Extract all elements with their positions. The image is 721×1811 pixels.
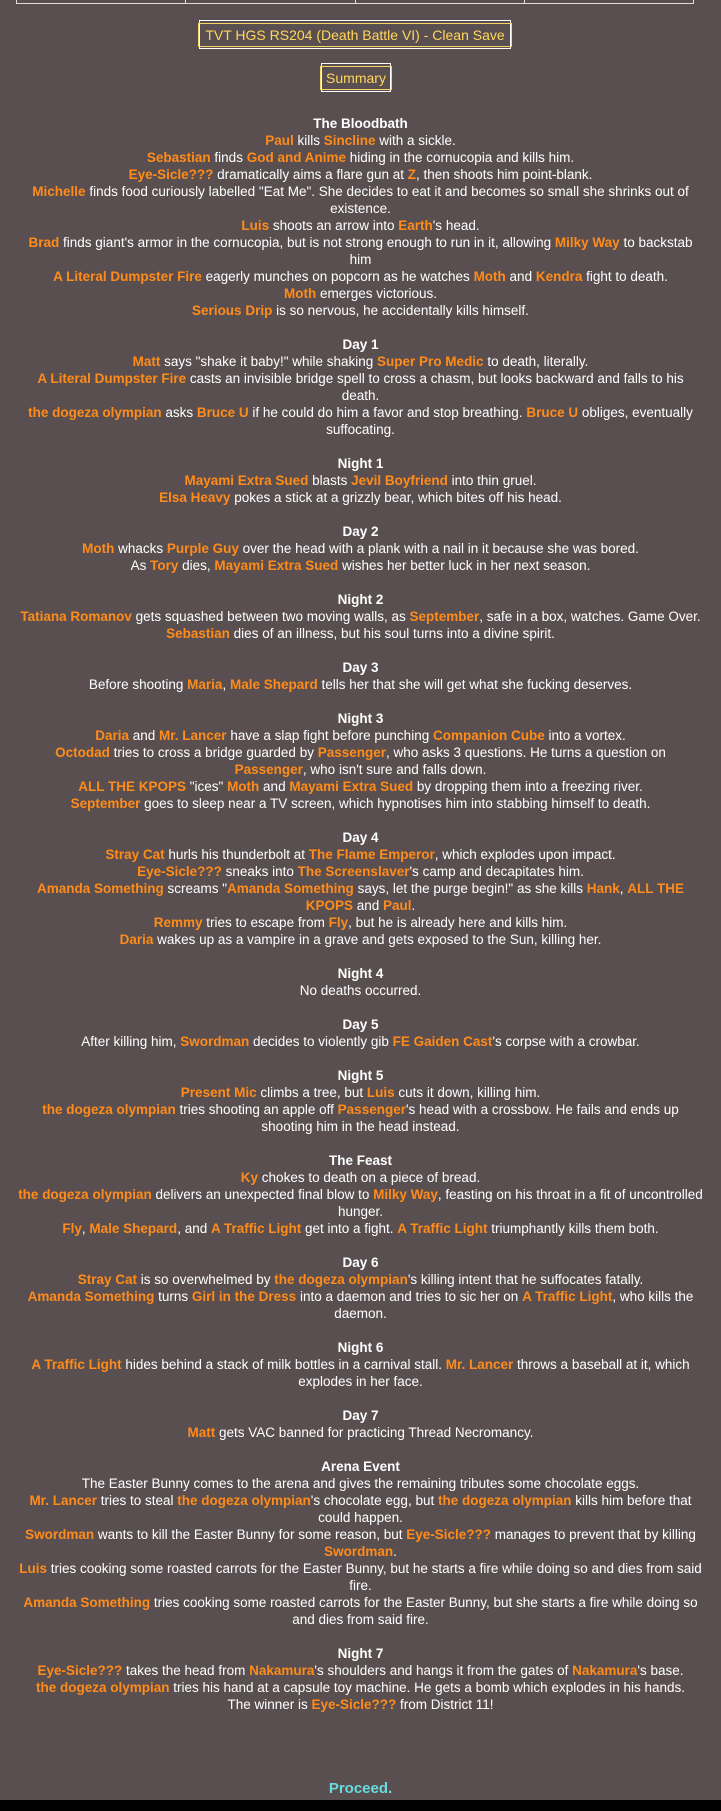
tribute-name: Mayami Extra Sued (184, 473, 309, 488)
tribute-name: the dogeza olympian (177, 1493, 311, 1508)
event-text: have a slap fight before punching (226, 728, 433, 743)
event-text: No deaths occurred. (299, 983, 422, 998)
phase-section (18, 659, 703, 693)
tribute-name: Earth (398, 218, 433, 233)
tribute-name: ALL THE KPOPS (305, 881, 685, 913)
tribute-name: Mr. Lancer (29, 1493, 97, 1508)
event-text: , who kills the daemon. (334, 1289, 694, 1321)
tribute-name: A Traffic Light (397, 1221, 488, 1236)
event-line (18, 1271, 703, 1288)
tribute-name: Mr. Lancer (445, 1357, 514, 1372)
event-text: whacks (114, 541, 167, 556)
event-text: hurls his thunderbolt at (164, 847, 309, 862)
event-text: tries shooting an apple off (175, 1102, 338, 1117)
event-text: throws a baseball at it, which explodes in her face. (298, 1357, 690, 1389)
event-line (18, 1356, 703, 1390)
tribute-name: Eye-Sicle??? (128, 167, 214, 182)
event-text: casts an invisible bridge spell to cross a chasm, but looks backward and falls to his death. (186, 371, 684, 403)
event-text: Before shooting (88, 677, 188, 692)
event-text: manages to prevent that by killing (491, 1527, 696, 1542)
tribute-name: Swordman (25, 1527, 95, 1542)
event-text: finds food curiously labelled "Eat Me". She decides to eat it and becomes so small she shrinks out of existence. (85, 184, 689, 216)
tribute-name: A Traffic Light (210, 1221, 302, 1236)
tribute-name: Male Shepard (89, 1221, 178, 1236)
event-text: wants to kill the Easter Bunny for some reason, but (94, 1527, 407, 1542)
tribute-name: Luis (241, 218, 270, 233)
event-text: , who asks 3 questions. He turns a question on (386, 745, 666, 760)
event-text: , and (177, 1221, 211, 1236)
event-text: takes the head from (122, 1663, 250, 1678)
tribute-name: Brad (28, 235, 60, 250)
tribute-name: September (70, 796, 141, 811)
event-line (18, 132, 703, 149)
tribute-name: the dogeza olympian (35, 1680, 170, 1695)
event-text: and (352, 898, 383, 913)
tribute-name: Amanda Something (227, 881, 354, 896)
tribute-name: Mr. Lancer (159, 728, 227, 743)
event-text: to backstab him (349, 235, 693, 267)
event-text: goes to sleep near a TV screen, which hypnotises him into stabbing himself to death. (140, 796, 651, 811)
tribute-name: Matt (187, 1425, 216, 1440)
tribute-name: ALL THE KPOPS (78, 779, 186, 794)
phase-heading: The Bloodbath (313, 116, 408, 131)
event-text: decides to violently gib (249, 1034, 393, 1049)
tribute-name: Michelle (32, 184, 86, 199)
phase-heading: Night 4 (337, 966, 384, 981)
phase-section (18, 829, 703, 948)
event-text: finds giant's armor in the cornucopia, but is not strong enough to run in it, allowing (59, 235, 555, 250)
tribute-name: Matt (132, 354, 161, 369)
event-line (18, 404, 703, 438)
event-line (18, 217, 703, 234)
tribute-name: Remmy (153, 915, 203, 930)
tribute-name: Passenger (337, 1102, 406, 1117)
event-line (18, 370, 703, 404)
event-line (18, 914, 703, 931)
phase-heading: Night 5 (337, 1068, 384, 1083)
event-line (18, 1033, 703, 1050)
tribute-name: Maria (187, 677, 223, 692)
tribute-name: the dogeza olympian (437, 1493, 572, 1508)
event-line (18, 489, 703, 506)
tribute-name: Bruce U (526, 405, 579, 420)
tribute-name: Elsa Heavy (159, 490, 231, 505)
season-title-box (199, 20, 511, 49)
tribute-name: Amanda Something (36, 881, 164, 896)
event-text: . (411, 898, 416, 913)
event-line (18, 744, 703, 778)
phase-section (18, 710, 703, 812)
tribute-name: Eye-Sicle??? (406, 1527, 492, 1542)
phase-section (18, 336, 703, 438)
event-text: and (505, 269, 536, 284)
event-line (18, 1696, 703, 1713)
tribute-name: Fly (328, 915, 349, 930)
phase-heading: Arena Event (321, 1459, 400, 1474)
event-text: 's head with a crossbow. He fails and ends up shooting him in the head instead. (261, 1102, 679, 1134)
event-line (18, 795, 703, 812)
tribute-name: Eye-Sicle??? (37, 1663, 123, 1678)
phase-heading: Day 7 (342, 1408, 379, 1423)
event-text: gets VAC banned for practicing Thread Necromancy. (215, 1425, 534, 1440)
event-text: tells her that she will get what she fucking deserves. (317, 677, 633, 692)
tribute-name: Companion Cube (432, 728, 545, 743)
event-text: The Easter Bunny comes to the arena and gives the remaining tributes some chocolate eggs. (81, 1476, 640, 1491)
event-text: 's chocolate egg, but (310, 1493, 438, 1508)
event-line (18, 625, 703, 642)
tribute-name: Luis (366, 1085, 395, 1100)
phase-section (18, 523, 703, 574)
phase-heading: Day 2 (342, 524, 379, 539)
event-text: asks (161, 405, 197, 420)
event-text: into thin gruel. (447, 473, 537, 488)
tribute-name: Paul (265, 133, 294, 148)
event-text: over the head with a plank with a nail in it because she was bored. (238, 541, 639, 556)
tribute-name: Sebastian (166, 626, 230, 641)
phase-section (18, 1016, 703, 1050)
tribute-name: Stray Cat (105, 847, 165, 862)
event-text: dies of an illness, but his soul turns into a divine spirit. (229, 626, 555, 641)
tribute-name: Swordman (324, 1544, 394, 1559)
tribute-name: Mayami Extra Sued (214, 558, 339, 573)
event-text: if he could do him a favor and stop breathing. (248, 405, 527, 420)
phase-heading: Day 1 (342, 337, 379, 352)
phase-section (18, 1407, 703, 1441)
event-text: tries his hand at a capsule toy machine. He gets a bomb which explodes in his hands. (169, 1680, 686, 1695)
event-line (18, 676, 703, 693)
event-text: screams " (163, 881, 228, 896)
event-text: says, let the purge begin!" as she kills (353, 881, 587, 896)
event-line (18, 149, 703, 166)
event-text: with a sickle. (375, 133, 456, 148)
event-text: climbs a tree, but (256, 1085, 367, 1100)
event-text: , (222, 677, 230, 692)
event-text: and (259, 779, 290, 794)
tribute-name: the dogeza olympian (28, 405, 162, 420)
phase-heading: Night 1 (337, 456, 384, 471)
summary-log (18, 115, 703, 1730)
event-text: obliges, eventually suffocating. (326, 405, 693, 437)
event-text: emerges victorious. (316, 286, 438, 301)
event-text: chokes to death on a piece of bread. (258, 1170, 481, 1185)
phase-heading: Night 6 (337, 1340, 384, 1355)
phase-heading: Day 6 (342, 1255, 379, 1270)
summary-label: Summary (320, 66, 392, 90)
proceed-link[interactable]: Proceed. (328, 1780, 393, 1797)
event-text: says "shake it baby!" while shaking (160, 354, 378, 369)
phase-section (18, 1254, 703, 1322)
event-text: wakes up as a vampire in a grave and gets exposed to the Sun, killing her. (153, 932, 602, 947)
event-text: tries to escape from (202, 915, 329, 930)
event-text: from District 11! (396, 1697, 494, 1712)
event-text: "ices" (185, 779, 228, 794)
event-text: dies, (178, 558, 215, 573)
tribute-name: Milky Way (373, 1187, 438, 1202)
event-text: shoots an arrow into (269, 218, 399, 233)
phase-section (18, 1152, 703, 1237)
tribute-name: Male Shepard (229, 677, 318, 692)
event-text: , but he is already here and kills him. (348, 915, 568, 930)
event-text: fight to death. (582, 269, 668, 284)
tribute-name: Milky Way (554, 235, 620, 250)
tribute-name: Daria (95, 728, 129, 743)
tribute-name: Super Pro Medic (377, 354, 484, 369)
tribute-name: September (409, 609, 480, 624)
event-text: , (81, 1221, 90, 1236)
event-line (18, 880, 703, 914)
event-text: tries to cross a bridge guarded by (109, 745, 318, 760)
event-text: , who isn't sure and falls down. (302, 762, 487, 777)
tribute-name: A Literal Dumpster Fire (53, 269, 202, 284)
event-line (18, 778, 703, 795)
event-text: kills (293, 133, 324, 148)
event-line (18, 1526, 703, 1560)
tribute-name: Amanda Something (23, 1595, 151, 1610)
event-line (18, 863, 703, 880)
event-line (18, 1492, 703, 1526)
event-text: and (129, 728, 160, 743)
tribute-name: Moth (283, 286, 317, 301)
tribute-name: Moth (473, 269, 506, 284)
event-text: finds (210, 150, 247, 165)
phase-heading: Day 3 (342, 660, 379, 675)
tribute-name: Eye-Sicle??? (137, 864, 222, 879)
event-text: by dropping them into a freezing river. (413, 779, 643, 794)
tribute-name: The Flame Emperor (308, 847, 435, 862)
tribute-name: Moth (227, 779, 260, 794)
phase-section (18, 591, 703, 642)
event-text: kills him before that could happen. (318, 1493, 692, 1525)
event-text: , then shoots him point-blank. (416, 167, 593, 182)
tribute-name: Ky (240, 1170, 259, 1185)
bottom-bar (0, 1800, 721, 1811)
tribute-name: Amanda Something (27, 1289, 155, 1304)
tribute-name: God and Anime (246, 150, 346, 165)
tribute-name: the dogeza olympian (18, 1187, 152, 1202)
phase-section (18, 965, 703, 999)
event-line (18, 1186, 703, 1220)
event-line (18, 608, 703, 625)
event-text: , (619, 881, 628, 896)
event-text: 's base. (637, 1663, 684, 1678)
tribute-name: Tory (150, 558, 179, 573)
tribute-name: Luis (19, 1561, 47, 1576)
event-text: tries cooking some roasted carrots for the Easter Bunny, but she starts a fire while doing so and dies from said fire. (150, 1595, 698, 1627)
event-line (18, 1662, 703, 1679)
tribute-name: Serious Drip (192, 303, 273, 318)
event-text: pokes a stick at a grizzly bear, which bites off his head. (230, 490, 562, 505)
event-text: is so overwhelmed by (136, 1272, 275, 1287)
tribute-name: A Traffic Light (31, 1357, 122, 1372)
event-line (18, 1594, 703, 1628)
event-text: gets squashed between two moving walls, as (131, 609, 410, 624)
tribute-name: Hank (586, 881, 620, 896)
event-text: 's killing intent that he suffocates fatally. (407, 1272, 644, 1287)
phase-section (18, 455, 703, 506)
event-text: to death, literally. (483, 354, 589, 369)
tribute-name: Sebastian (146, 150, 211, 165)
event-text: into a vortex. (544, 728, 626, 743)
event-text: 's corpse with a crowbar. (492, 1034, 640, 1049)
event-line (18, 1560, 703, 1594)
phase-section (18, 1645, 703, 1713)
tribute-name: Mayami Extra Sued (289, 779, 414, 794)
event-text: into a daemon and tries to sic her on (296, 1289, 523, 1304)
event-line (18, 1101, 703, 1135)
phase-section (18, 1339, 703, 1390)
event-line (18, 1220, 703, 1237)
season-title: TVT HGS RS204 (Death Battle VI) - Clean Save (198, 23, 511, 47)
phase-heading: Day 5 (342, 1017, 379, 1032)
event-line (18, 1679, 703, 1696)
event-line (18, 540, 703, 557)
tribute-name: Purple Guy (166, 541, 239, 556)
event-text: , which explodes upon impact. (434, 847, 616, 862)
event-text: cuts it down, killing him. (394, 1085, 541, 1100)
tribute-name: Jevil Boyfriend (351, 473, 448, 488)
event-text: eagerly munches on popcorn as he watches (201, 269, 474, 284)
event-text: sneaks into (221, 864, 298, 879)
event-text: The winner is (227, 1697, 312, 1712)
event-line (18, 302, 703, 319)
summary-button[interactable] (321, 63, 391, 92)
tribute-name: Nakamura (572, 1663, 638, 1678)
tribute-name: Daria (119, 932, 154, 947)
event-text: is so nervous, he accidentally kills himself. (272, 303, 529, 318)
phase-heading: Night 3 (337, 711, 384, 726)
tribute-name: Bruce U (196, 405, 249, 420)
tribute-name: Passenger (317, 745, 386, 760)
event-line (18, 727, 703, 744)
event-text: blasts (308, 473, 352, 488)
event-line (18, 1288, 703, 1322)
tribute-name: Girl in the Dress (191, 1289, 297, 1304)
event-text: hides behind a stack of milk bottles in a carnival stall. (121, 1357, 446, 1372)
phase-heading: Night 7 (337, 1646, 384, 1661)
event-text: hiding in the cornucopia and kills him. (345, 150, 575, 165)
event-text: dramatically aims a flare gun at (213, 167, 408, 182)
event-line (18, 166, 703, 183)
event-line (18, 1169, 703, 1186)
event-text: turns (154, 1289, 192, 1304)
tribute-name: Moth (82, 541, 115, 556)
event-text: tries cooking some roasted carrots for the Easter Bunny, but he starts a fire while doing so and dies from said fire. (46, 1561, 702, 1593)
tribute-name: Passenger (234, 762, 303, 777)
event-text: After killing him, (81, 1034, 181, 1049)
event-text: delivers an unexpected final blow to (151, 1187, 374, 1202)
tribute-name: FE Gaiden Cast (392, 1034, 493, 1049)
event-line (18, 268, 703, 285)
tribute-name: Paul (383, 898, 412, 913)
tribute-name: Fly (62, 1221, 82, 1236)
phase-section (18, 1458, 703, 1628)
event-text: . (393, 1544, 397, 1559)
tribute-name: Nakamura (249, 1663, 315, 1678)
tribute-name: Eye-Sicle??? (311, 1697, 397, 1712)
event-text: tries to steal (96, 1493, 178, 1508)
tribute-name: Swordman (180, 1034, 250, 1049)
top-table-border (16, 0, 694, 4)
event-line (18, 1424, 703, 1441)
event-line (18, 234, 703, 268)
event-text: As (130, 558, 151, 573)
tribute-name: Kendra (535, 269, 583, 284)
tribute-name: The Screenslaver (297, 864, 410, 879)
tribute-name: Octodad (55, 745, 110, 760)
event-line (18, 1084, 703, 1101)
phase-heading: Night 2 (337, 592, 384, 607)
event-line (18, 285, 703, 302)
event-line (18, 353, 703, 370)
tribute-name: Tatiana Romanov (20, 609, 132, 624)
event-text: wishes her better luck in her next season. (338, 558, 591, 573)
event-text: 's camp and decapitates him. (409, 864, 584, 879)
tribute-name: A Literal Dumpster Fire (37, 371, 187, 386)
phase-heading: Day 4 (342, 830, 379, 845)
event-text: , feasting on his throat in a fit of uncontrolled hunger. (337, 1187, 703, 1219)
event-line (18, 1475, 703, 1492)
event-text: 's head. (432, 218, 480, 233)
event-text: , safe in a box, watches. Game Over. (479, 609, 701, 624)
event-text: triumphantly kills them both. (487, 1221, 659, 1236)
phase-section (18, 115, 703, 319)
tribute-name: the dogeza olympian (274, 1272, 408, 1287)
event-line (18, 557, 703, 574)
event-line (18, 982, 703, 999)
event-text: get into a fight. (301, 1221, 398, 1236)
tribute-name: Z (407, 167, 416, 182)
tribute-name: A Traffic Light (522, 1289, 613, 1304)
phase-section (18, 1067, 703, 1135)
event-line (18, 472, 703, 489)
event-line (18, 846, 703, 863)
tribute-name: Stray Cat (77, 1272, 137, 1287)
tribute-name: Present Mic (180, 1085, 257, 1100)
event-line (18, 931, 703, 948)
event-line (18, 183, 703, 217)
tribute-name: the dogeza olympian (42, 1102, 176, 1117)
phase-heading: The Feast (328, 1153, 393, 1168)
tribute-name: Sincline (323, 133, 376, 148)
event-text: 's shoulders and hangs it from the gates of (314, 1663, 573, 1678)
